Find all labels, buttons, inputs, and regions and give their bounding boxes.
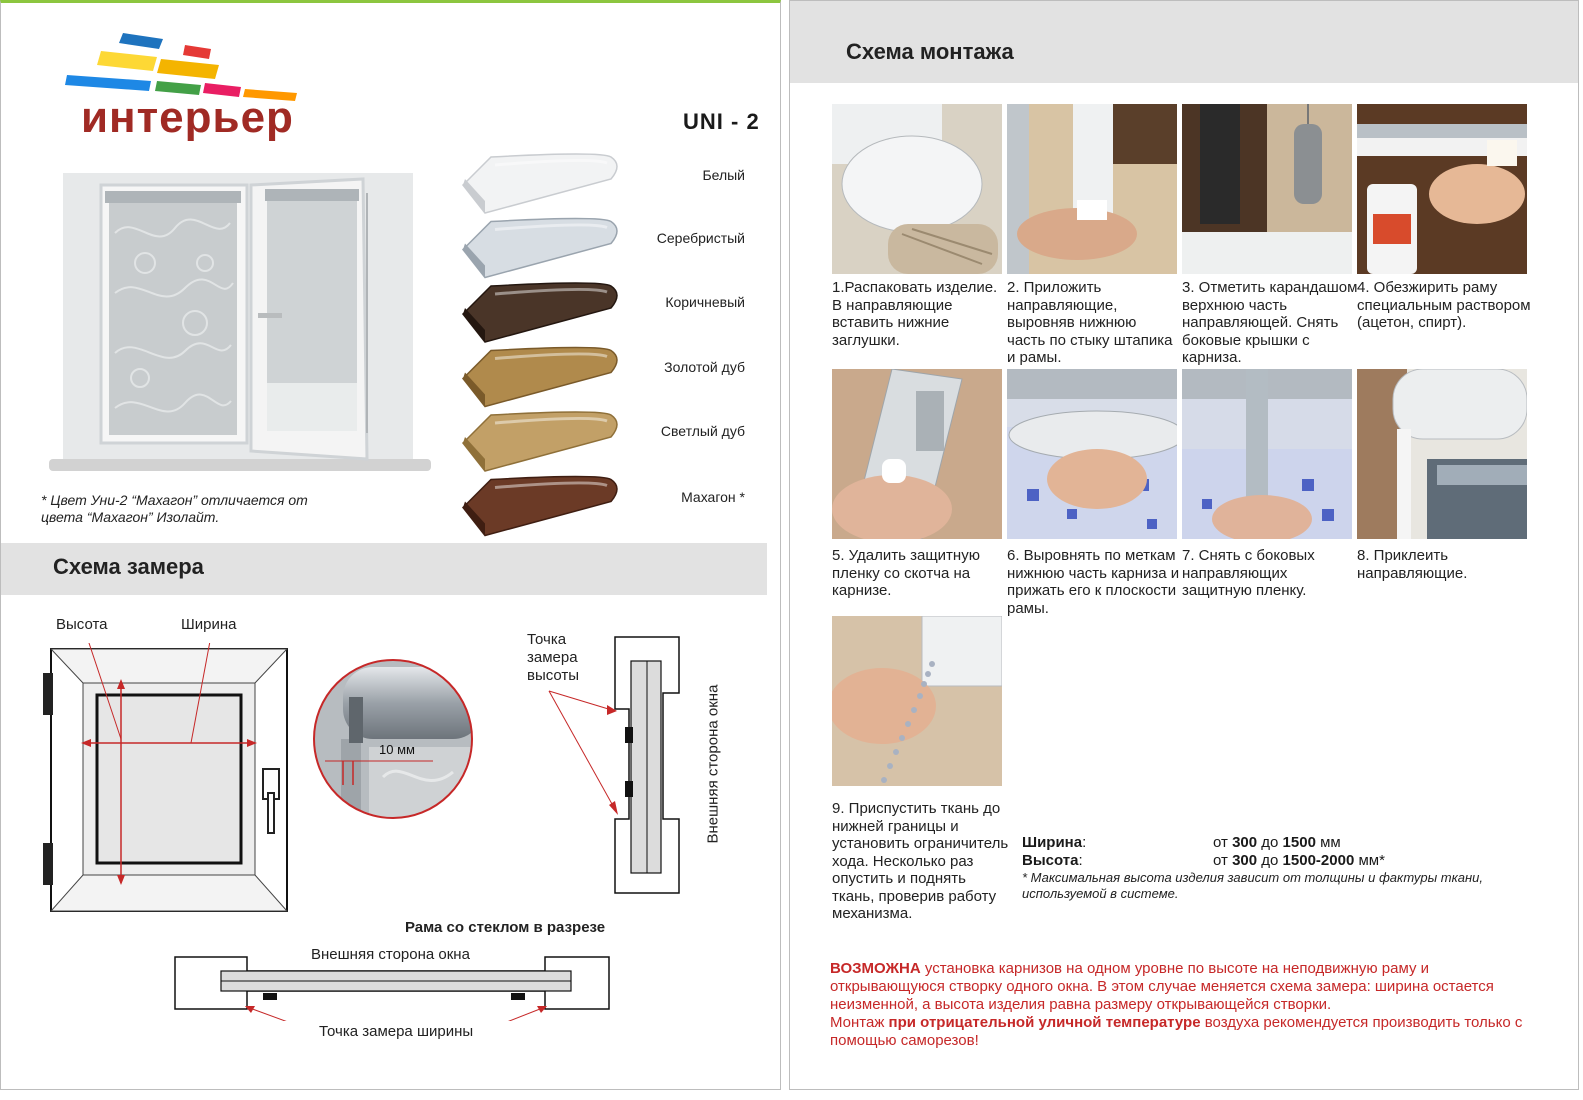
spec-width-from: от (1213, 834, 1228, 851)
cassette-swatch (463, 154, 617, 213)
brand-logo (61, 31, 311, 141)
notice-text-2-start: Монтаж (830, 1014, 889, 1031)
spec-height-to: до (1261, 852, 1279, 869)
spec-width-label: Ширина (1022, 834, 1083, 851)
spec-width-unit: мм (1320, 834, 1341, 851)
step-caption-7: 7. Снять с боковых направляющих защитную пленку. (1182, 547, 1315, 599)
notice-lead: ВОЗМОЖНА (830, 960, 921, 977)
step-caption-2: 2. Приложить направляющие, выровняв нижнюю часть по стыку штапика и рамы. (1007, 279, 1173, 366)
gap-zoom-detail (313, 657, 473, 821)
outside-vertical-label: Внешняя сторона окна (704, 684, 722, 844)
logo-wordmark: интерьер (81, 93, 294, 142)
step-photo-2 (1007, 104, 1177, 274)
step-photo-7 (1182, 369, 1352, 539)
width-label: Ширина (181, 616, 237, 633)
cassette-swatch (463, 412, 617, 471)
install-title: Схема монтажа (846, 39, 1014, 64)
left-page (0, 0, 781, 1090)
install-notice (830, 960, 1530, 1050)
product-code: UNI - 2 (683, 109, 760, 134)
section-title: Рама со стеклом в разрезе (405, 919, 606, 936)
spec-width-max: 1500 (1282, 834, 1316, 851)
notice-text-2-bold: при отрицательной уличной температуре (888, 1014, 1201, 1031)
spec-height-row: Высота: от 300 до 1500-2000 мм* (1022, 852, 1385, 869)
step-photo-9 (832, 616, 1002, 786)
logo-stripes-icon (61, 31, 311, 101)
step-caption-1: 1.Распаковать изделие. В направляющие вставить нижние заглушки. (832, 279, 998, 349)
step-caption-4: 4. Обезжирить раму специальным раствором (ацетон, спирт). (1357, 279, 1531, 331)
step-photo-8 (1357, 369, 1527, 539)
cassette-swatch (463, 283, 617, 342)
gap-label: 10 мм (379, 742, 415, 757)
color-footnote: * Цвет Уни-2 “Махагон” отличается от цвета “Махагон” Изолайт. (41, 492, 308, 525)
swatch-label-golden-oak: Золотой дуб (664, 359, 745, 375)
step-photo-4 (1357, 104, 1527, 274)
notice-text-1: установка карнизов на одном уровне по высоте на неподвижную раму и открывающуюся створку одного окна. В этом случае меняется схема замера: ширина остается неизменной, а высота изделия равна размеру открывающейся створки. (830, 960, 1494, 1013)
spec-width-row: Ширина: от 300 до 1500 мм (1022, 834, 1341, 851)
swatch-label-brown: Коричневый (665, 294, 745, 310)
window-photo (45, 173, 433, 473)
cassette-swatch (463, 348, 617, 407)
window-measure-diagram (41, 643, 301, 915)
step-photo-5 (832, 369, 1002, 539)
notice-text-2-end: воздуха рекомендуется производить только с помощью саморезов! (830, 1014, 1523, 1049)
step-photo-3 (1182, 104, 1352, 274)
spec-height-unit: мм* (1358, 852, 1385, 869)
spec-height-label: Высота (1022, 852, 1079, 869)
width-point-label: Точка замера ширины (319, 1023, 474, 1040)
swatch-label-light-oak: Светлый дуб (660, 423, 745, 439)
spec-height-min: 300 (1232, 852, 1258, 869)
step-photo-1 (832, 104, 1002, 274)
step-caption-6: 6. Выровнять по меткам нижнюю часть карниза и прижать его к плоскости рамы. (1007, 547, 1180, 617)
cassette-swatch (463, 477, 617, 536)
height-label: Высота (56, 616, 108, 633)
spec-width-to: до (1261, 834, 1279, 851)
spec-footnote: * Максимальная высота изделия зависит от толщины и фактуры ткани, используемой в системе. (1022, 870, 1483, 901)
swatch-label-white: Белый (702, 167, 745, 183)
swatch-label-mahogany: Махагон * (681, 489, 745, 505)
measure-title: Схема замера (53, 554, 204, 579)
color-swatches (451, 143, 751, 543)
step-caption-8: 8. Приклеить направляющие. (1357, 547, 1468, 582)
step-caption-9: 9. Приспустить ткань до нижней границы и установить ограничитель хода. Несколько раз опустить и поднять ткань, проверив работу механизма. (832, 800, 1009, 922)
outside-horizontal-label: Внешняя сторона окна (311, 946, 470, 963)
spec-height-max: 1500-2000 (1282, 852, 1355, 869)
height-point-label: Точка замера высоты (527, 631, 580, 684)
step-caption-5: 5. Удалить защитную пленку со скотча на карнизе. (832, 547, 980, 599)
spec-height-from: от (1213, 852, 1228, 869)
step-photo-6 (1007, 369, 1177, 539)
right-page (789, 0, 1579, 1090)
swatch-label-silver: Серебристый (656, 230, 745, 246)
spec-width-min: 300 (1232, 834, 1258, 851)
step-caption-3: 3. Отметить карандашом верхнюю часть направляющей. Снять боковые крышки с карниза. (1182, 279, 1358, 366)
cassette-swatch (463, 219, 617, 278)
